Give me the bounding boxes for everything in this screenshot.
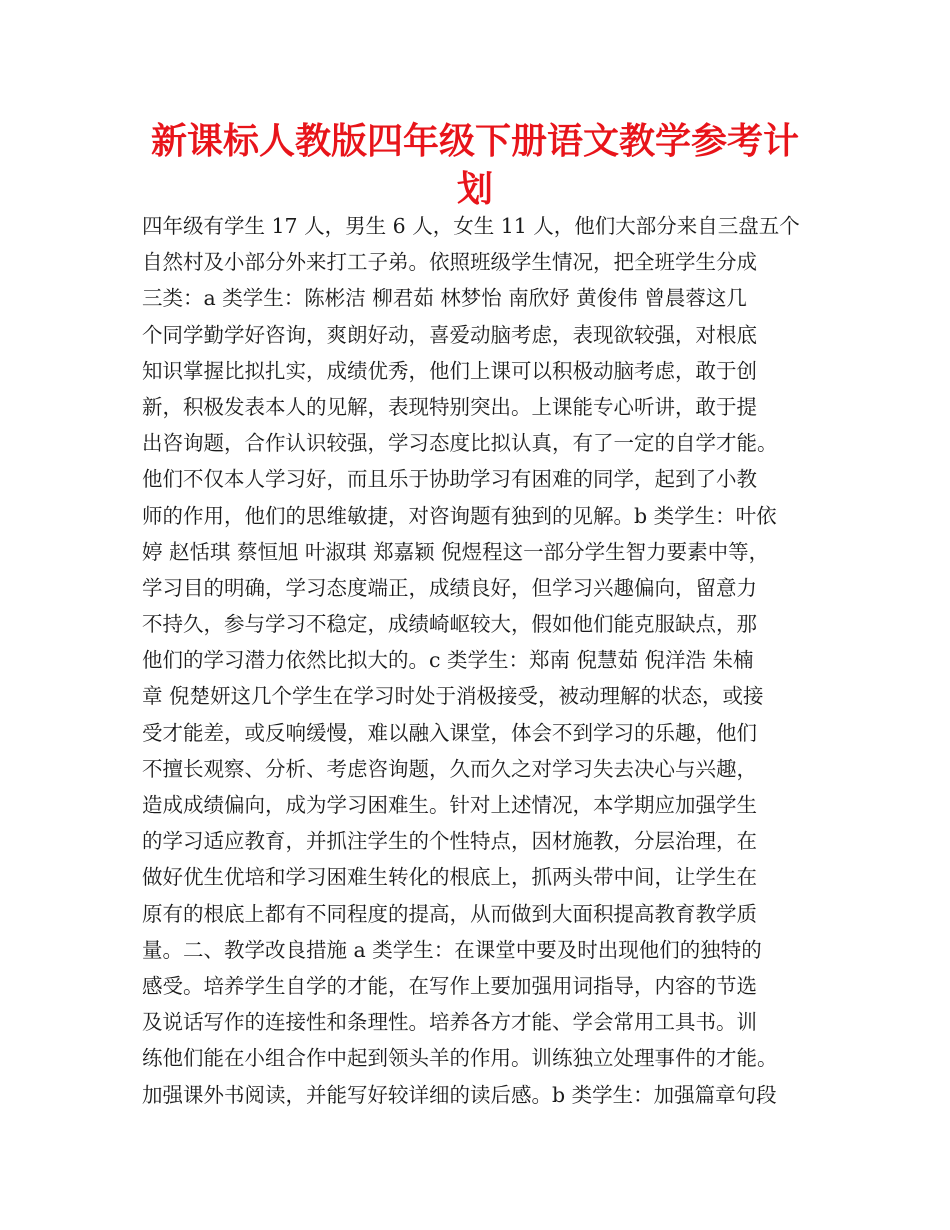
paragraph-line: 及说话写作的连接性和条理性。培养各方才能、学会常用工具书。训 [142,1010,757,1035]
paragraph-line: 量。二、教学改良措施 a 类学生：在课堂中要及时出现他们的独特的 [142,937,762,962]
paragraph-line: 不持久，参与学习不稳定，成绩崎岖较大，假如他们能克服缺点，那 [142,612,757,637]
paragraph-line: 受才能差，或反响缓慢，难以融入课堂，体会不到学习的乐趣，他们 [142,720,757,745]
paragraph-line: 感受。培养学生自学的才能，在写作上要加强用词指导，内容的节选 [142,973,757,998]
paragraph-line: 婷 赵恬琪 蔡恒旭 叶淑琪 郑嘉颖 倪煜程这一部分学生智力要素中等， [142,539,770,564]
title-line-1: 新课标人教版四年级下册语文教学参考计 [150,121,799,162]
title-line-2: 划 [456,169,493,210]
paragraph-line: 他们不仅本人学习好，而且乐于协助学习有困难的同学，起到了小教 [142,467,757,492]
paragraph-line: 他们的学习潜力依然比拟大的。c 类学生：郑南 倪慧茹 倪洋浩 朱楠 [142,648,754,673]
paragraph-line: 四年级有学生 17 人，男生 6 人，女生 11 人，他们大部分来自三盘五个 [142,214,800,238]
paragraph-line: 的学习适应教育，并抓注学生的个性特点，因材施教，分层治理，在 [142,829,757,854]
document-body [142,208,818,1113]
paragraph-line: 新，积极发表本人的见解，表现特别突出。上课能专心听讲，敢于提 [142,394,757,419]
paragraph-line: 三类：a 类学生：陈彬洁 柳君茹 林梦怡 南欣妤 黄俊伟 曾晨蓉这几 [142,286,747,311]
paragraph-line: 自然村及小部分外来打工子弟。依照班级学生情况，把全班学生分成 [142,250,757,275]
paragraph-line: 原有的根底上都有不同程度的提高，从而做到大面积提高教育教学质 [142,901,757,926]
paragraph-line: 加强课外书阅读，并能写好较详细的读后感。b 类学生：加强篇章句段 [142,1082,777,1107]
paragraph-line: 章 倪楚妍这几个学生在学习时处于消极接受，被动理解的状态，或接 [142,684,764,709]
paragraph-line: 知识掌握比拟扎实，成绩优秀，他们上课可以积极动脑考虑，敢于创 [142,358,757,383]
paragraph-line: 练他们能在小组合作中起到领头羊的作用。训练独立处理事件的才能。 [142,1046,778,1071]
paragraph-line: 出咨询题，合作认识较强，学习态度比拟认真，有了一定的自学才能。 [142,431,778,456]
paragraph-line: 师的作用，他们的思维敏捷，对咨询题有独到的见解。b 类学生：叶依 [142,503,777,528]
paragraph-line: 做好优生优培和学习困难生转化的根底上，抓两头带中间，让学生在 [142,865,757,890]
document-title [140,118,810,214]
paragraph-line: 个同学勤学好咨询，爽朗好动，喜爱动脑考虑，表现欲较强，对根底 [142,322,757,347]
paragraph-line: 学习目的明确，学习态度端正，成绩良好，但学习兴趣偏向，留意力 [142,575,757,600]
paragraph-line: 造成成绩偏向，成为学习困难生。针对上述情况，本学期应加强学生 [142,793,757,817]
paragraph-line: 不擅长观察、分析、考虑咨询题，久而久之对学习失去决心与兴趣， [142,756,757,781]
